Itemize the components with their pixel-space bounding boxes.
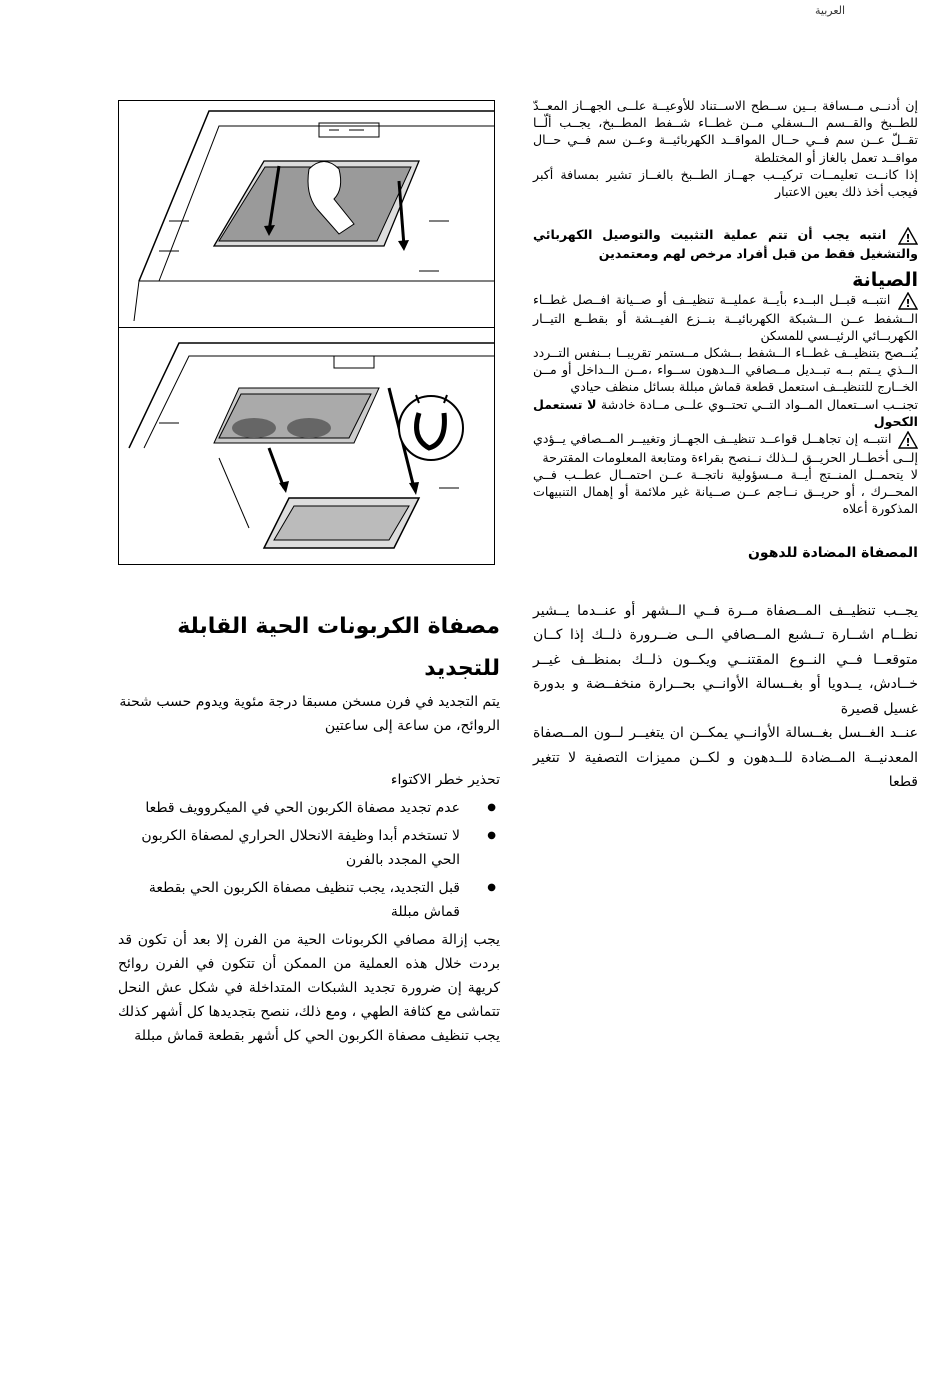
hand-removing-filter-illustration bbox=[119, 101, 494, 328]
maintenance-paragraph-3: تجنــب اســتعمال المــواد التــي تحتــوي علــى مــادة خادشة لا تستعمل الكحول bbox=[533, 396, 918, 429]
warning-icon bbox=[898, 292, 918, 310]
right-column bbox=[533, 97, 918, 795]
maintenance-heading: الصيانة bbox=[852, 268, 918, 291]
svg-text:!: ! bbox=[905, 296, 911, 310]
no-alcohol-note: لا تستعمل الكحول bbox=[533, 396, 918, 429]
grease-paragraph-2: عنــد الغــسل بغــسالة الأوانــي يمكــن ان يتغيــر لــون المــصفاة المعدنيــة المــضادة للــدهون و لكــن مميزات التصفية لا تتغير قطعا bbox=[533, 725, 918, 791]
install-warning-text: انتبه يجب أن تتم عملية التثبيت والتوصيل الكهربائي والتشغيل فقط من قبل أفراد مرخص لهم ومعتمدين bbox=[533, 227, 918, 261]
figure-filter-unplugged bbox=[118, 327, 495, 565]
regeneration-paragraph: يتم التجديد في فرن مسخن مسبقا درجة مئوية ويدوم حسب شحنة الروائح، من ساعة إلى ساعتين bbox=[119, 694, 500, 734]
figure-remove-grease-filter bbox=[118, 100, 495, 329]
page-mark: العربية bbox=[815, 4, 846, 17]
bullet-item: ● لا تستخدم أبدا وظيفة الانحلال الحراري لمصفاة الكربون الحي المجدد بالفرن bbox=[118, 824, 460, 872]
closing-paragraph: يجب إزالة مصافي الكربونات الحية من الفرن إلا بعد أن تكون قد بردت خلال هذه العملية من الممكن أن تتكون في الفرن روائح كريهة إن ضرورة تجديد الشبكات المتداخلة في شكل عش النحل تتماشى مع كثافة الطهي ، ومع ذلك، ننصح بتجديدها كل أشهر كذلك يجب تنظيف مصفاة الكربون الحي كل أشهر بقطعة قماش مبللة bbox=[118, 932, 500, 1044]
bullet-item: ● عدم تجديد مصفاة الكربون الحي في الميكروويف قطعا bbox=[118, 796, 460, 820]
maintenance-paragraph-5: لا يتحمــل المنــتج أيــة مــسؤولية ناتجــة عــن احتمــال عطــب فــي المحــرك ، أو حريــق نــاجم عــن صــيانة غير ملائمة أو إهمال التنبيهات المذكورة أعلاه bbox=[533, 466, 918, 517]
carbon-filter-title: مصفاة الكربونات الحية القابلة للتجديد bbox=[177, 614, 500, 681]
install-warning bbox=[533, 226, 918, 262]
svg-text:!: ! bbox=[905, 435, 911, 449]
intro-paragraph-2: إذا كانــت تعليمــات تركيــب جهــاز الطــبخ بالغــاز تشير بمسافة أكبر فيجب أخذ ذلك بعين الاعتبار bbox=[533, 166, 918, 200]
left-column bbox=[118, 690, 500, 1048]
svg-text:!: ! bbox=[905, 231, 911, 245]
filter-unplugged-illustration bbox=[119, 328, 494, 564]
warning-icon bbox=[898, 227, 918, 245]
maintenance-paragraph-2: يُنــصح بتنظيــف غطــاء الــشفط بــشكل مــستمر تقريبــا بــنفس التــردد الــذي يــتم بــه تبــديل مــصافي الــدهون ســواء ،مــن الــداخل أو مــن الخــارج للتنظيــف استعمل قطعة قماش مبللة بسائل منظف حيادي bbox=[533, 345, 918, 395]
maintenance-paragraph-4: ! انتبــه إن تجاهــل قواعــد تنظيــف الجهــاز وتغييــر المــصافي يــؤدي إلــى أخطــار الحريــق لــذلك نــنصح بقراءة ومتابعة المعلومات المقترحة bbox=[533, 431, 918, 465]
regeneration-bullets bbox=[118, 796, 500, 924]
burn-warning: تحذير خطر الاكتواء bbox=[390, 772, 500, 788]
intro-paragraph-1: إن أدنــى مــسافة بــين ســطح الاســتناد للأوعيــة علــى الجهــاز المعــدّ للطــبخ والقــسم الــسفلي مــن غطــاء شــفط المطــبخ، يجــب ألّــا تقــلّ عــن سم فــي حــال المواقــد الكهربائيــة وعــن سم فــي حــال مواقــد تعمل بالغاز أو المختلطة bbox=[533, 98, 918, 165]
grease-filter-heading: المصفاة المضادة للدهون bbox=[747, 545, 918, 562]
grease-paragraph-1: يجــب تنظيــف المــصفاة مــرة فــي الــشهر أو عنــدما يــشير نظــام اشــارة تــشبع المــصافي الــى ضــرورة ذلــك إذا كــان متوقعــا فــي النــوع المقتنــي ويكــون ذلــك بمنظــف غيــر خــادش، يــدويا أو بغــسالة الأوانــي بحــرارة منخفــضة و بدورة غسيل قصيرة bbox=[533, 602, 918, 717]
warning-icon bbox=[898, 431, 918, 449]
maintenance-paragraph-1: ! انتبــه قبــل البــدء بأيــة عمليــة تنظيــف أو صــيانة افــصل غطــاء الــشفط عــن الــشبكة الكهربائيــة بنــزع الفيــشة أو بقطــع التيــار الكهربــائي الرئيــسي للمسكن bbox=[533, 292, 918, 343]
bullet-item: ● قبل التجديد، يجب تنظيف مصفاة الكربون الحي بقطعة قماش مبللة bbox=[118, 876, 460, 924]
